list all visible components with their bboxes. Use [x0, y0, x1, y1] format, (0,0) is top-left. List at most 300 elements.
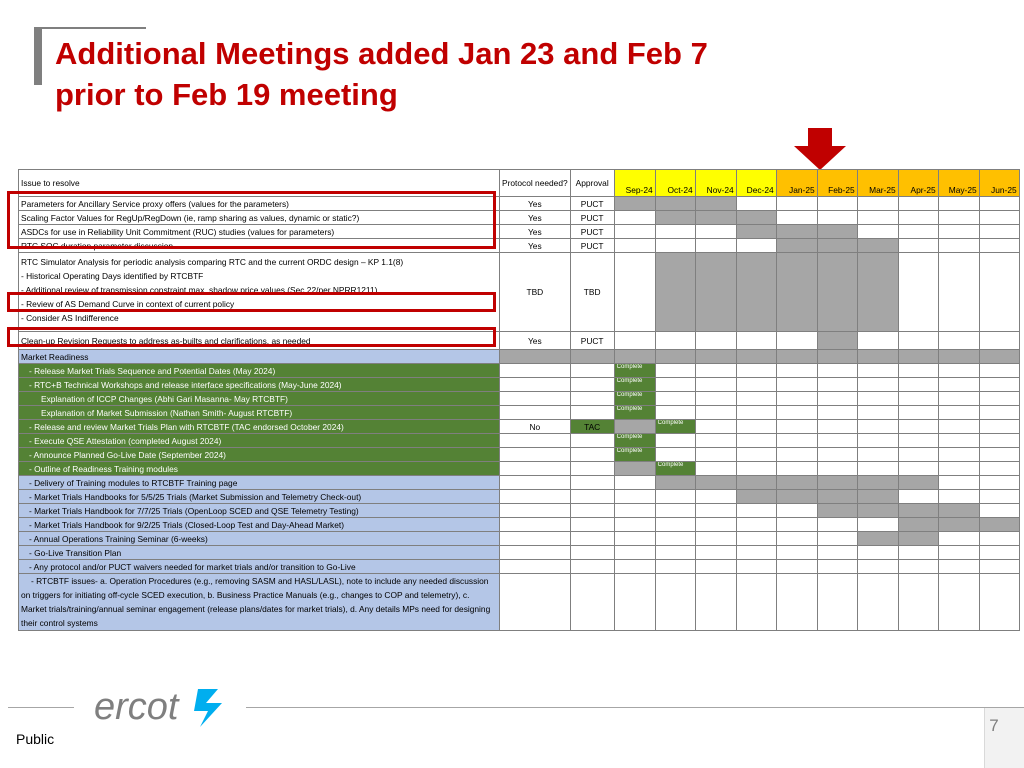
timeline-cell [695, 253, 736, 332]
footer-divider-left [8, 707, 74, 708]
timeline-cell [979, 392, 1019, 406]
timeline-cell [736, 392, 776, 406]
issue-cell: - Release Market Trials Sequence and Potential Dates (May 2024) [19, 364, 500, 378]
status-complete: Complete [614, 448, 655, 462]
issue-line: RTC Simulator Analysis for periodic analysis comparing RTC and the current ORDC design – KP 1.1(8) [21, 257, 404, 267]
timeline-cell [979, 378, 1019, 392]
timeline-cell [938, 350, 979, 364]
timeline-cell [857, 462, 898, 476]
timeline-cell [898, 448, 938, 462]
table-row [19, 434, 1020, 448]
issue-cell: - Delivery of Training modules to RTCBTF Training page [19, 476, 500, 490]
timeline-cell [776, 476, 817, 490]
issue-line: - Additional review of transmission constraint max. shadow price values (Sec 22/per NPRR1211) [21, 285, 378, 295]
timeline-cell [736, 546, 776, 560]
timeline-cell [817, 518, 857, 532]
timeline-cell [938, 420, 979, 434]
timeline-cell [817, 253, 857, 332]
timeline-cell [695, 332, 736, 350]
protocol-cell: Yes [500, 332, 571, 350]
timeline-cell [898, 406, 938, 420]
timeline-cell [979, 225, 1019, 239]
header-issue: Issue to resolve [19, 170, 500, 197]
timeline-cell [776, 560, 817, 574]
timeline-cell [857, 574, 898, 631]
timeline-cell [655, 504, 695, 518]
timeline-cell [817, 504, 857, 518]
approval-cell [570, 364, 614, 378]
timeline-cell [938, 448, 979, 462]
timeline-cell [817, 434, 857, 448]
issue-cell: - Any protocol and/or PUCT waivers needed for market trials and/or transition to Go-Live [19, 560, 500, 574]
protocol-cell [500, 434, 571, 448]
highlight-box-demand-curve [7, 292, 496, 312]
timeline-cell [695, 211, 736, 225]
protocol-cell: No [500, 420, 571, 434]
timeline-cell [857, 378, 898, 392]
timeline-cell [776, 364, 817, 378]
table-row [19, 546, 1020, 560]
timeline-cell [655, 560, 695, 574]
timeline-cell [736, 350, 776, 364]
protocol-cell [500, 574, 571, 631]
timeline-cell [695, 225, 736, 239]
timeline-cell [695, 406, 736, 420]
approval-cell [570, 574, 614, 631]
timeline-cell [817, 560, 857, 574]
protocol-cell [500, 406, 571, 420]
table-row [19, 350, 1020, 364]
timeline-cell [857, 518, 898, 532]
timeline-cell [898, 350, 938, 364]
issue-cell: Clean-up Revision Requests to address as-builts and clarifications, as needed [19, 332, 500, 350]
timeline-cell [736, 518, 776, 532]
timeline-cell [938, 434, 979, 448]
timeline-cell [695, 434, 736, 448]
slide-title [55, 33, 815, 115]
timeline-cell [776, 434, 817, 448]
timeline-cell [695, 546, 736, 560]
timeline-cell [695, 420, 736, 434]
timeline-cell [938, 476, 979, 490]
timeline-cell [817, 462, 857, 476]
timeline-cell [817, 225, 857, 239]
status-complete: Complete [655, 462, 695, 476]
timeline-cell [736, 211, 776, 225]
highlight-box-cleanup [7, 327, 496, 347]
timeline-cell [817, 574, 857, 631]
timeline-cell [695, 392, 736, 406]
protocol-cell [500, 378, 571, 392]
issue-cell: Parameters for Ancillary Service proxy offers (values for the parameters) [19, 197, 500, 211]
approval-cell: PUCT [570, 211, 614, 225]
page-number: 7 [989, 716, 999, 735]
issue-cell: - Outline of Readiness Training modules [19, 462, 500, 476]
approval-cell [570, 378, 614, 392]
timeline-cell [695, 504, 736, 518]
approval-cell [570, 350, 614, 364]
timeline-cell [857, 434, 898, 448]
timeline-cell [776, 406, 817, 420]
issue-cell: - Release and review Market Trials Plan with RTCBTF (TAC endorsed October 2024) [19, 420, 500, 434]
timeline-cell [736, 420, 776, 434]
timeline-cell [776, 448, 817, 462]
timeline-cell [979, 476, 1019, 490]
timeline-cell [614, 560, 655, 574]
approval-cell: PUCT [570, 332, 614, 350]
timeline-cell [979, 197, 1019, 211]
timeline-cell [817, 239, 857, 253]
timeline-cell [938, 211, 979, 225]
timeline-cell [776, 197, 817, 211]
status-complete: Complete [614, 406, 655, 420]
issue-cell: - Go-Live Transition Plan [19, 546, 500, 560]
issue-cell: Explanation of ICCP Changes (Abhi Gari Masanna- May RTCBTF) [19, 392, 500, 406]
timeline-cell [979, 560, 1019, 574]
timeline-cell [938, 560, 979, 574]
timeline-cell [979, 332, 1019, 350]
timeline-cell [776, 378, 817, 392]
approval-cell: PUCT [570, 239, 614, 253]
timeline-cell [614, 504, 655, 518]
timeline-cell [614, 476, 655, 490]
timeline-cell [857, 546, 898, 560]
issue-cell: - Execute QSE Attestation (completed August 2024) [19, 434, 500, 448]
timeline-cell [938, 378, 979, 392]
timeline-cell [857, 364, 898, 378]
header-month-apr-25: Apr-25 [898, 170, 938, 197]
slide-title-line-1: Additional Meetings added Jan 23 and Feb 7 [55, 36, 708, 71]
issue-cell: ASDCs for use in Reliability Unit Commitment (RUC) studies (values for parameters) [19, 225, 500, 239]
timeline-cell [857, 490, 898, 504]
status-complete: Complete [614, 378, 655, 392]
table-row [19, 378, 1020, 392]
table-row [19, 532, 1020, 546]
timeline-cell [695, 239, 736, 253]
approval-cell [570, 406, 614, 420]
timeline-cell [817, 197, 857, 211]
timeline-cell [655, 518, 695, 532]
timeline-cell [695, 560, 736, 574]
timeline-cell [979, 574, 1019, 631]
timeline-cell [655, 239, 695, 253]
timeline-cell [938, 532, 979, 546]
timeline-cell [614, 211, 655, 225]
timeline-cell [898, 574, 938, 631]
timeline-cell [857, 504, 898, 518]
timeline-cell [979, 490, 1019, 504]
timeline-cell [857, 532, 898, 546]
timeline-cell [614, 518, 655, 532]
timeline-cell [736, 448, 776, 462]
timeline-cell [857, 406, 898, 420]
protocol-cell: Yes [500, 211, 571, 225]
timeline-cell [938, 518, 979, 532]
timeline-cell [695, 448, 736, 462]
timeline-cell [938, 364, 979, 378]
timeline-cell [776, 392, 817, 406]
timeline-cell [898, 378, 938, 392]
timeline-cell [898, 462, 938, 476]
protocol-cell: TBD [500, 253, 571, 332]
timeline-cell [898, 532, 938, 546]
header-month-dec-24: Dec-24 [736, 170, 776, 197]
approval-cell [570, 518, 614, 532]
timeline-cell [898, 332, 938, 350]
issue-cell: - RTCBTF issues- a. Operation Procedures (e.g., removing SASM and HASL/LASL), note to include any needed discussion on triggers for initiating off-cycle SCED execution, b. Business Practice Manuals (e.g., changes to COP and telemetry), c. Market trials/training/annual seminar engagement (release plans/dates for market trials), d. Any details MPs need for designing their control systems [19, 574, 500, 631]
timeline-cell [979, 504, 1019, 518]
timeline-cell [655, 490, 695, 504]
timeline-cell [655, 378, 695, 392]
timeline-cell [898, 392, 938, 406]
timeline-cell [898, 434, 938, 448]
timeline-cell [938, 253, 979, 332]
timeline-cell [938, 332, 979, 350]
approval-cell [570, 462, 614, 476]
timeline-cell [655, 197, 695, 211]
timeline-cell [979, 239, 1019, 253]
timeline-cell [938, 504, 979, 518]
issue-cell: - Annual Operations Training Seminar (6-weeks) [19, 532, 500, 546]
issue-cell: - Market Trials Handbook for 9/2/25 Trials (Closed-Loop Test and Day-Ahead Market) [19, 518, 500, 532]
timeline-cell [979, 406, 1019, 420]
timeline-cell [857, 225, 898, 239]
header-month-sep-24: Sep-24 [614, 170, 655, 197]
section-heading-market-readiness: Market Readiness [19, 350, 500, 364]
title-accent-line [34, 27, 146, 29]
timeline-cell [817, 350, 857, 364]
timeline-cell [776, 211, 817, 225]
timeline-cell [898, 546, 938, 560]
issue-line: - Review of AS Demand Curve in context of current policy [21, 299, 235, 309]
timeline-cell [817, 392, 857, 406]
approval-cell [570, 448, 614, 462]
timeline-cell [736, 406, 776, 420]
timeline-cell [898, 197, 938, 211]
timeline-cell [776, 490, 817, 504]
timeline-cell [938, 462, 979, 476]
timeline-cell [736, 364, 776, 378]
timeline-cell [695, 350, 736, 364]
logo-wordmark: ercot [94, 686, 179, 728]
timeline-cell [655, 225, 695, 239]
timeline-cell [817, 378, 857, 392]
protocol-cell [500, 560, 571, 574]
timeline-cell [817, 406, 857, 420]
timeline-cell [979, 211, 1019, 225]
status-complete: Complete [614, 392, 655, 406]
timeline-cell [979, 253, 1019, 332]
timeline-cell [938, 574, 979, 631]
timeline-cell [898, 504, 938, 518]
header-month-jan-25: Jan-25 [776, 170, 817, 197]
protocol-cell [500, 532, 571, 546]
approval-cell [570, 476, 614, 490]
approval-cell [570, 392, 614, 406]
protocol-cell [500, 392, 571, 406]
timeline-cell [614, 332, 655, 350]
timeline-cell [655, 332, 695, 350]
header-month-oct-24: Oct-24 [655, 170, 695, 197]
timeline-cell [736, 490, 776, 504]
timeline-cell [655, 364, 695, 378]
ercot-logo [94, 683, 234, 733]
timeline-cell [979, 350, 1019, 364]
protocol-cell [500, 462, 571, 476]
table-row [19, 518, 1020, 532]
timeline-cell [776, 420, 817, 434]
timeline-cell [776, 462, 817, 476]
approval-cell [570, 504, 614, 518]
timeline-cell [776, 518, 817, 532]
timeline-cell [655, 392, 695, 406]
timeline-cell [736, 239, 776, 253]
issue-cell: - Market Trials Handbooks for 5/5/25 Trials (Market Submission and Telemetry Check-out) [19, 490, 500, 504]
title-accent-bar [34, 27, 42, 85]
protocol-cell [500, 518, 571, 532]
timeline-cell [776, 532, 817, 546]
approval-cell: TAC [570, 420, 614, 434]
timeline-cell [736, 253, 776, 332]
timeline-cell [736, 225, 776, 239]
timeline-cell [776, 253, 817, 332]
timeline-cell [898, 211, 938, 225]
timeline-cell [614, 197, 655, 211]
timeline-cell [979, 448, 1019, 462]
timeline-cell [898, 518, 938, 532]
table-row [19, 574, 1020, 631]
header-month-may-25: May-25 [938, 170, 979, 197]
protocol-cell [500, 448, 571, 462]
table-row [19, 476, 1020, 490]
timeline-cell [736, 462, 776, 476]
header-month-nov-24: Nov-24 [695, 170, 736, 197]
protocol-cell [500, 364, 571, 378]
timeline-cell [938, 392, 979, 406]
timeline-cell [736, 332, 776, 350]
timeline-cell [736, 574, 776, 631]
timeline-cell [736, 476, 776, 490]
protocol-cell [500, 546, 571, 560]
timeline-cell [736, 197, 776, 211]
timeline-cell [655, 253, 695, 332]
timeline-cell [898, 225, 938, 239]
timeline-cell [614, 225, 655, 239]
issue-cell: RTC SOC duration parameter discussion [19, 239, 500, 253]
timeline-cell [817, 420, 857, 434]
header-month-feb-25: Feb-25 [817, 170, 857, 197]
timeline-cell [938, 239, 979, 253]
header-protocol: Protocol needed? [500, 170, 571, 197]
timeline-cell [776, 225, 817, 239]
protocol-cell [500, 476, 571, 490]
protocol-cell: Yes [500, 239, 571, 253]
table-row [19, 364, 1020, 378]
timeline-cell [776, 239, 817, 253]
timeline-cell [614, 350, 655, 364]
protocol-cell: Yes [500, 225, 571, 239]
status-complete: Complete [614, 364, 655, 378]
table-row [19, 560, 1020, 574]
timeline-cell [817, 546, 857, 560]
timeline-cell [655, 350, 695, 364]
timeline-cell [979, 364, 1019, 378]
header-approval: Approval [570, 170, 614, 197]
timeline-cell [614, 532, 655, 546]
timeline-cell [614, 574, 655, 631]
timeline-cell [857, 392, 898, 406]
timeline-cell [776, 350, 817, 364]
table-row [19, 490, 1020, 504]
timeline-cell [857, 560, 898, 574]
timeline-cell [776, 332, 817, 350]
timeline-cell [736, 560, 776, 574]
timeline-cell [736, 434, 776, 448]
timeline-cell [655, 574, 695, 631]
timeline-cell [695, 197, 736, 211]
approval-cell [570, 532, 614, 546]
table-row [19, 462, 1020, 476]
protocol-cell: Yes [500, 197, 571, 211]
status-complete: Complete [614, 434, 655, 448]
table-row [19, 448, 1020, 462]
timeline-cell [817, 532, 857, 546]
timeline-cell [857, 239, 898, 253]
timeline-cell [655, 546, 695, 560]
lightning-mark-icon [194, 689, 222, 727]
down-arrow-icon [794, 128, 846, 170]
timeline-cell [695, 532, 736, 546]
footer-divider-right [246, 707, 1024, 708]
timeline-cell [979, 434, 1019, 448]
timeline-cell [695, 574, 736, 631]
slide-title-line-2: prior to Feb 19 meeting [55, 77, 398, 112]
timeline-cell [857, 197, 898, 211]
timeline-cell [898, 420, 938, 434]
table-row [19, 420, 1020, 434]
timeline-cell [938, 546, 979, 560]
timeline-cell [655, 434, 695, 448]
timeline-cell [655, 476, 695, 490]
timeline-cell [979, 546, 1019, 560]
issue-cell: Scaling Factor Values for RegUp/RegDown (ie, ramp sharing as values, dynamic or static?) [19, 211, 500, 225]
timeline-cell [857, 476, 898, 490]
header-month-mar-25: Mar-25 [857, 170, 898, 197]
timeline-cell [614, 490, 655, 504]
timeline-cell [817, 448, 857, 462]
issue-line: - Consider AS Indifference [21, 313, 119, 323]
issue-cell: - Market Trials Handbook for 7/7/25 Trials (OpenLoop SCED and QSE Telemetry Testing) [19, 504, 500, 518]
timeline-cell [898, 560, 938, 574]
timeline-cell [979, 518, 1019, 532]
protocol-cell [500, 504, 571, 518]
timeline-cell [614, 420, 655, 434]
timeline-cell [695, 518, 736, 532]
timeline-cell [898, 364, 938, 378]
timeline-cell [898, 253, 938, 332]
approval-cell: PUCT [570, 225, 614, 239]
approval-cell [570, 560, 614, 574]
classification-label: Public [16, 731, 55, 747]
table-row [19, 392, 1020, 406]
timeline-cell [898, 239, 938, 253]
timeline-cell [817, 476, 857, 490]
timeline-cell [898, 476, 938, 490]
timeline-cell [979, 420, 1019, 434]
timeline-cell [655, 448, 695, 462]
timeline-cell [695, 462, 736, 476]
timeline-cell [776, 504, 817, 518]
